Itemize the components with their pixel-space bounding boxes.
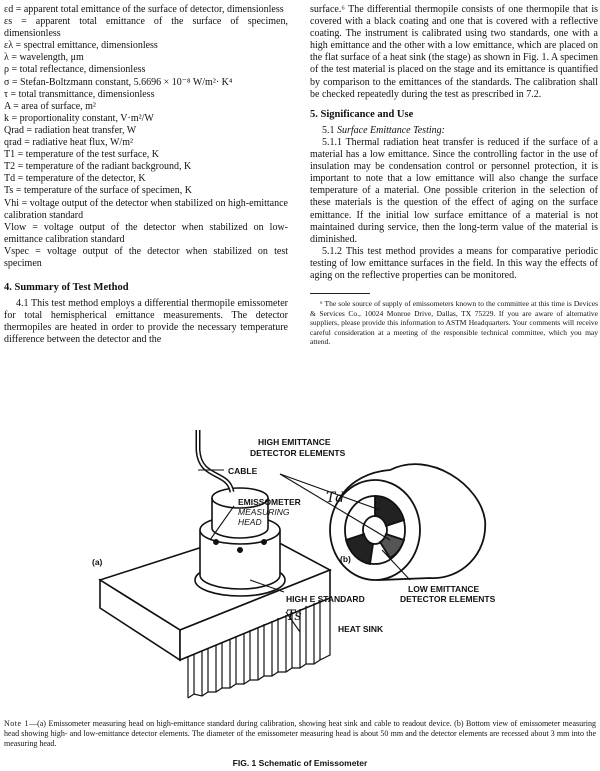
symbol-item: k = proportionality constant, V·m²/W	[4, 112, 154, 124]
label-detector-elements: DETECTOR ELEMENTS	[250, 448, 346, 458]
label-high-e-standard: HIGH E STANDARD	[286, 594, 365, 604]
figure-caption	[4, 719, 596, 750]
symbol-item: Vhi = voltage output of the detector when stabilized on high-emittance calibration standard	[4, 197, 288, 221]
symbol-item: T1 = temperature of the test surface, K	[4, 149, 160, 161]
label-low-detector-elements: DETECTOR ELEMENTS	[400, 594, 496, 604]
section-4-heading: 4. Summary of Test Method	[4, 282, 129, 294]
symbol-item: Qrad = radiation heat transfer, W	[4, 124, 137, 136]
section-5-heading: 5. Significance and Use	[310, 108, 414, 120]
label-cable: CABLE	[228, 466, 258, 476]
symbol-item: ρ = total reflectance, dimensionless	[4, 64, 146, 76]
symbol-item: εd = apparent total emittance of the surface of detector, dimensionless	[4, 4, 284, 15]
paragraph-5-1	[310, 125, 598, 137]
symbol-item: T2 = temperature of the radiant background, K	[4, 161, 192, 173]
left-column	[4, 4, 288, 347]
paragraph-5-1-1: 5.1.1 Thermal radiation heat transfer is reduced if the surface of a material has a low emittance. Since the controlling factor in the use of insulation may be condensation control or personnel protection, it is important to note that a low emittance will also change the surface temperature of a material. One possible criterion in the selection of these materials is the question of the effect of aging on the surface emittance. If the initial low surface emittance of a material is not maintained during service, then the long-term value of the material is diminished.	[310, 136, 598, 245]
label-b: (b)	[340, 554, 351, 564]
label-a: (a)	[92, 557, 103, 567]
symbol-item: Vlow = voltage output of the detector when stabilized on low-emittance calibration standard	[4, 221, 288, 245]
paragraph-4-1: 4.1 This test method employs a differential thermopile emissometer for total hemispherical emittance measurements. The detector thermopiles are heated in order to provide the necessary temperature difference between the detector and the	[4, 298, 288, 346]
symbol-item: Td = temperature of the detector, K	[4, 173, 146, 185]
symbol-item: σ = Stefan-Boltzmann constant, 5.6696 × 10⁻⁸ W/m²· K⁴	[4, 76, 233, 88]
paragraph-5-1-title: Surface Emittance Testing:	[337, 124, 445, 136]
footnote-rule	[310, 293, 370, 294]
symbol-item: qrad = radiative heat flux, W/m²	[4, 137, 133, 149]
figure-title: FIG. 1 Schematic of Emissometer	[232, 758, 368, 768]
footnote: ⁶ The sole source of supply of emissometers known to the committee at this time is Devices & Services Co., 10024 Monroe Drive, Dallas, TX 75229. If you are aware of alternative suppliers, please provide this information to ASTM Headquarters. Your comments will receive careful consideration at a meeting of the responsible technical committee, which you may attend.	[310, 299, 598, 347]
label-high-emittance: HIGH EMITTANCE	[258, 437, 331, 447]
symbol-item: ελ = spectral emittance, dimensionless	[4, 40, 158, 52]
symbol-list	[4, 4, 288, 270]
paragraph-continued: surface.⁶ The differential thermopile consists of one thermopile that is covered with a black coating and one that is covered with a reflective coating. The instrument is calibrated using two standards, one with a high emittance and the other with a low emittance, which are placed on the flat surface of a heat sink (the stage) as shown in Fig. 1. A specimen of the test material is placed on the stage and its emittance is quantified by comparison to the emittances of the standards. The calibration shall be checked repeatedly during the test as prescribed in 7.2.	[310, 4, 598, 100]
label-measuring: MEASURING	[238, 507, 290, 517]
caption-text: —(a) Emissometer measuring head on high-emittance standard during calibration, showing heat sink and cable to readout device. (b) Bottom view of emissometer measuring head showing high- and low-emittance detector elements. The diameter of the emissometer measuring head is about 50 mm and the detector elements are recessed about 3 mm into the measuring head.	[4, 719, 596, 749]
label-td: Td	[326, 490, 345, 506]
symbol-item: A = area of surface, m²	[4, 100, 96, 112]
symbol-item: τ = total transmittance, dimensionless	[4, 88, 155, 100]
paragraph-5-1-2: 5.1.2 This test method provides a means for comparative periodic testing of low emittance surfaces in the field. In this way the effects of aging on the reflective properties can be monitored.	[310, 245, 598, 281]
label-heat-sink: HEAT SINK	[338, 624, 384, 634]
emissometer-figure	[90, 430, 510, 712]
caption-note-label: Note 1	[4, 719, 30, 728]
right-column	[310, 4, 598, 347]
label-emissometer: EMISSOMETER	[238, 497, 301, 507]
symbol-item: Vspec = voltage output of the detector when stabilized on test specimen	[4, 245, 288, 269]
symbol-item: λ = wavelength, μm	[4, 52, 84, 64]
symbol-item: Ts = temperature of the surface of specimen, K	[4, 185, 192, 197]
label-ts: Ts	[286, 608, 302, 624]
bottom-view-drawing	[330, 464, 485, 580]
label-head: HEAD	[238, 517, 262, 527]
symbol-item: εs = apparent total emittance of the surface of specimen, dimensionless	[4, 16, 288, 40]
label-low-emittance: LOW EMITTANCE	[408, 584, 480, 594]
paragraph-5-1-number: 5.1	[322, 124, 337, 136]
